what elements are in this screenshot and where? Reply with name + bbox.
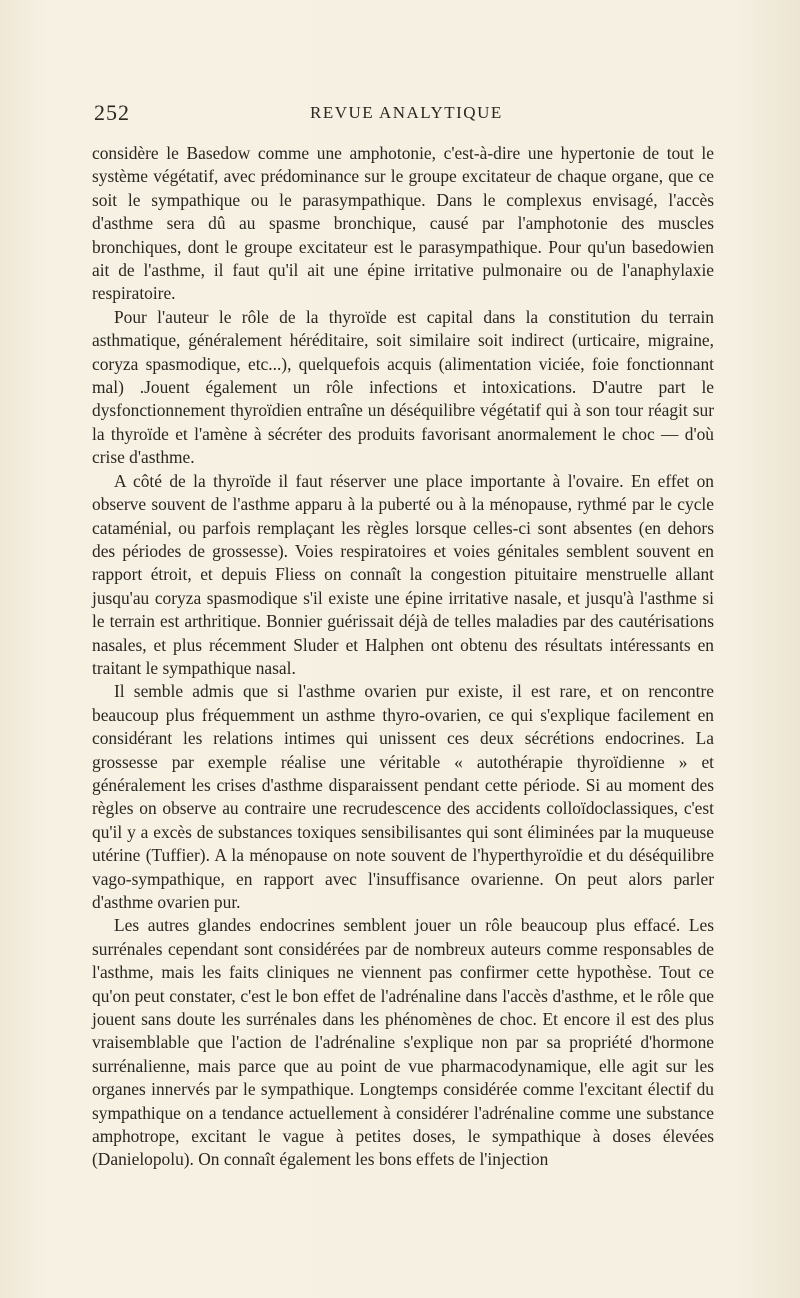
paragraph: Pour l'auteur le rôle de la thyroïde est capital dans la constitution du terrain asthmatique, généralement héréditaire, soit similaire soit indirect (urticaire, migraine, coryza spasmodique, etc...), quelquefois acquis (alimentation viciée, foie fonctionnant mal) .Jouent également un rôle infections et intoxications. D'autre part le dysfonctionnement thyroïdien entraîne un déséquilibre végétatif qui à son tour réagit sur la thyroïde et l'amène à sécréter des produits favorisant anormalement le choc — d'où crise d'asthme. bbox=[92, 306, 714, 468]
paragraph: considère le Basedow comme une amphotonie, c'est-à-dire une hypertonie de tout le système végétatif, avec prédominance sur le groupe excitateur de chaque organe, que ce soit le sympathique ou le parasympathique. Dans le complexus envisagé, l'accès d'asthme sera dû au spasme bronchique, causé par l'amphotonie des muscles bronchiques, dont le groupe excitateur est le parasympathique. Pour qu'un basedowien ait de l'asthme, il faut qu'il ait une épine irritative pulmonaire ou de l'anaphylaxie respiratoire. bbox=[92, 143, 714, 304]
paragraph: Il semble admis que si l'asthme ovarien pur existe, il est rare, et on rencontre beaucoup plus fréquemment un asthme thyro-ovarien, ce qui s'explique facilement en considérant les relations intimes qui unissent ces deux sécrétions endocrines. La grossesse par exemple réalise une véritable « autothérapie thyroïdienne » et généralement les crises d'asthme disparaissent pendant cette période. Si au moment des règles on observe au contraire une recrudescence des accidents colloïdoclassiques, c'est qu'il y a excès de substances toxiques sensibilisantes qui sont éliminées par la muqueuse utérine (Tuffier). A la ménopause on note souvent de l'hyperthyroïdie et du déséquilibre vago-sympathique, en rapport avec l'insuffisance ovarienne. On peut alors parler d'asthme ovarien pur. bbox=[92, 681, 714, 912]
page-header bbox=[94, 100, 708, 128]
body-text bbox=[92, 142, 714, 1172]
paragraph: Les autres glandes endocrines semblent jouer un rôle beaucoup plus effacé. Les surrénales cependant sont considérées par de nombreux auteurs comme responsables de l'asthme, mais les faits cliniques ne viennent pas confirmer cette hypothèse. Tout ce qu'on peut constater, c'est le bon effet de l'adrénaline dans l'accès d'asthme, et le rôle que jouent sans doute les surrénales dans les phénomènes de choc. Et encore il est des plus vraisemblable que l'action de l'adrénaline s'explique non par sa propriété d'hormone surrénalienne, mais parce que au point de vue pharmacodynamique, elle agit sur les organes innervés par le sympathique. Longtemps considérée comme l'excitant électif du sympathique on a tendance actuellement à considérer l'adrénaline comme une substance amphotrope, excitant le vague à petites doses, le sympathique à doses élevées (Danielopolu). On connaît également les bons effets de l'injection bbox=[92, 915, 714, 1170]
paragraph: A côté de la thyroïde il faut réserver une place importante à l'ovaire. En effet on observe souvent de l'asthme apparu à la puberté ou à la ménopause, rythmé par le cycle cataménial, ou parfois remplaçant les règles lorsque celles-ci sont absentes (en dehors des périodes de grossesse). Voies respiratoires et voies génitales semblent souvent en rapport étroit, et depuis Fliess on connaît la congestion pituitaire menstruelle allant jusqu'au coryza spasmodique s'il existe une épine irritative nasale, et jusqu'à l'asthme si le terrain est arthritique. Bonnier guérissait déjà de telles maladies par des cautérisations nasales, et plus récemment Sluder et Halphen ont obtenu des résultats intéressants en traitant le sympathique nasal. bbox=[92, 470, 714, 678]
running-title: REVUE ANALYTIQUE bbox=[310, 103, 503, 122]
page-number: 252 bbox=[94, 100, 130, 125]
